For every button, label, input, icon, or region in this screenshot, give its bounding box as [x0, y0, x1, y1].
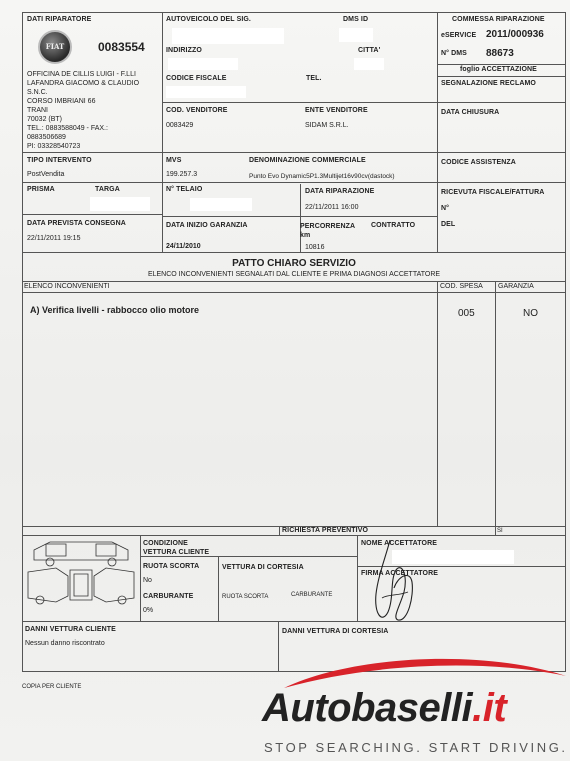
- ricevuta-n-label: N°: [441, 205, 450, 212]
- ente-venditore-value: SIDAM S.R.L.: [305, 122, 349, 129]
- tipo-intervento-label: TIPO INTERVENTO: [27, 157, 92, 164]
- signature: [368, 536, 428, 628]
- ruota-scorta-label: RUOTA SCORTA: [143, 563, 200, 570]
- nome-accettatore-label: NOME ACCETTATORE: [361, 540, 438, 547]
- ruota-scorta-2-label: RUOTA SCORTA: [222, 594, 269, 600]
- consegna-value: 22/11/2011 19:15: [27, 235, 81, 242]
- garanzia-label: DATA INIZIO GARANZIA: [166, 222, 248, 229]
- divider: [162, 216, 437, 217]
- divider: [218, 556, 219, 621]
- autobaselli-logo: [262, 686, 506, 730]
- brand-slogan: STOP SEARCHING. START DRIVING.: [264, 740, 568, 755]
- redacted-address: [168, 58, 238, 70]
- cod-venditore-value: 0083429: [166, 122, 194, 129]
- codice-assistenza-label: CODICE ASSISTENZA: [441, 159, 516, 166]
- patto-title: PATTO CHIARO SERVIZIO: [232, 258, 356, 269]
- inconveniente-item: A) Verifica livelli - rabbocco olio motore: [30, 305, 200, 315]
- divider: [22, 281, 566, 282]
- fiat-logo-text: FIAT: [45, 42, 65, 51]
- divider: [437, 64, 566, 65]
- elenco-label: ELENCO INCONVENIENTI: [24, 283, 110, 290]
- ruota-scorta-value: No: [143, 577, 152, 584]
- divider: [495, 281, 496, 535]
- denominazione-label: DENOMINAZIONE COMMERCIALE: [249, 157, 366, 164]
- divider: [22, 621, 566, 622]
- redacted-cf: [166, 86, 246, 98]
- ricevuta-del-label: DEL: [441, 221, 456, 228]
- divider: [22, 292, 566, 293]
- divider: [22, 182, 566, 183]
- carburante-label: CARBURANTE: [143, 593, 194, 600]
- redacted-city: [354, 58, 384, 70]
- danni-cliente-value: Nessun danno riscontrato: [25, 640, 105, 647]
- garanzia-col-label: GARANZIA: [498, 283, 534, 290]
- consegna-label: DATA PREVISTA CONSEGNA: [27, 220, 126, 227]
- contratto-label: CONTRATTO: [371, 222, 416, 229]
- divider: [437, 76, 566, 77]
- divider: [278, 621, 279, 672]
- divider: [279, 526, 280, 535]
- redacted-targa: [90, 197, 150, 211]
- richiesta-preventivo-label: RICHIESTA PREVENTIVO: [282, 527, 369, 534]
- data-riparazione-label: DATA RIPARAZIONE: [305, 188, 375, 195]
- commessa-label: COMMESSA RIPARAZIONE: [452, 16, 545, 23]
- eservice-value: 2011/000936: [486, 29, 544, 40]
- divider: [162, 102, 566, 103]
- percorrenza-label: PERCORRENZA km: [300, 223, 356, 239]
- danni-cortesia-label: DANNI VETTURA DI CORTESIA: [282, 628, 389, 635]
- ndms-value: 88673: [486, 48, 514, 59]
- patto-subtitle: ELENCO INCONVENIENTI SEGNALATI DAL CLIENTE E PRIMA DIAGNOSI ACCETTATORE: [147, 271, 441, 278]
- divider: [437, 281, 438, 527]
- officina-address: OFFICINA DE CILLIS LUIGI - F.LLI LAFANDRA GIACOMO & CLAUDIO S.N.C. CORSO IMBRIANI 66 TRANI 70032 (BT) TEL.: 0883588049 - FAX.: 0883506689 PI: 03328540723: [27, 71, 140, 150]
- tel-label: TEL.: [306, 75, 322, 82]
- item-garanzia: NO: [523, 308, 538, 319]
- divider: [140, 556, 358, 557]
- car-damage-diagram: [26, 538, 136, 610]
- percorrenza-value: 10816: [305, 244, 325, 251]
- ricevuta-label: RICEVUTA FISCALE/FATTURA: [441, 189, 545, 196]
- si-label: SI: [497, 528, 503, 534]
- dati-riparatore-label: DATI RIPARATORE: [27, 16, 92, 23]
- divider: [357, 535, 358, 621]
- mvs-label: MVS: [166, 157, 182, 164]
- fiat-logo: [38, 30, 72, 64]
- doc-number: 0083554: [98, 40, 145, 54]
- data-chiusura-label: DATA CHIUSURA: [441, 109, 500, 116]
- eservice-label: eSERVICE: [441, 32, 477, 39]
- targa-label: TARGA: [95, 186, 120, 193]
- foglio-label: foglio ACCETTAZIONE: [460, 66, 537, 73]
- redacted-telaio: [190, 198, 252, 211]
- redacted-dms: [339, 28, 373, 42]
- data-riparazione-value: 22/11/2011 16:00: [305, 204, 359, 211]
- item-code: 005: [458, 308, 475, 319]
- firma-accettatore-label: FIRMA ACCETTATORE: [361, 570, 439, 577]
- segnalazione-label: SEGNALAZIONE RECLAMO: [441, 80, 536, 87]
- telaio-label: N° TELAIO: [166, 186, 203, 193]
- cod-venditore-label: COD. VENDITORE: [166, 107, 228, 114]
- divider: [22, 252, 566, 253]
- divider: [140, 535, 141, 621]
- condizione-title: CONDIZIONE VETTURA CLIENTE: [143, 540, 210, 556]
- divider: [22, 152, 566, 153]
- carburante-2-label: CARBURANTE: [291, 592, 333, 598]
- dms-id-label: DMS ID: [343, 16, 369, 23]
- cod-spesa-label: COD. SPESA: [440, 283, 483, 290]
- tipo-intervento-value: PostVendita: [27, 171, 65, 178]
- codice-fiscale-label: CODICE FISCALE: [166, 75, 227, 82]
- divider: [22, 535, 566, 536]
- divider: [300, 184, 301, 252]
- autoveicolo-label: AUTOVEICOLO DEL SIG.: [166, 16, 251, 23]
- garanzia-value: 24/11/2010: [166, 243, 201, 250]
- denominazione-value: Punto Evo Dynamic5P1.3Multijet16v90cv(dastock): [249, 173, 395, 180]
- carburante-value: 0%: [143, 607, 154, 614]
- copia-cliente-label: COPIA PER CLIENTE: [22, 684, 82, 690]
- prima-label: PRISMA: [27, 186, 55, 193]
- vettura-cortesia-label: VETTURA DI CORTESIA: [222, 564, 304, 571]
- brand-main: Autobaselli: [262, 686, 473, 730]
- mvs-value: 199.257.3: [166, 171, 198, 178]
- ndms-label: N° DMS: [441, 50, 467, 57]
- divider: [437, 12, 438, 252]
- ente-venditore-label: ENTE VENDITORE: [305, 107, 368, 114]
- divider: [22, 214, 162, 215]
- redacted-name: [172, 28, 284, 44]
- citta-label: CITTA': [358, 47, 381, 54]
- brand-tld: .it: [472, 686, 507, 730]
- danni-cliente-label: DANNI VETTURA CLIENTE: [25, 626, 116, 633]
- indirizzo-label: INDIRIZZO: [166, 47, 202, 54]
